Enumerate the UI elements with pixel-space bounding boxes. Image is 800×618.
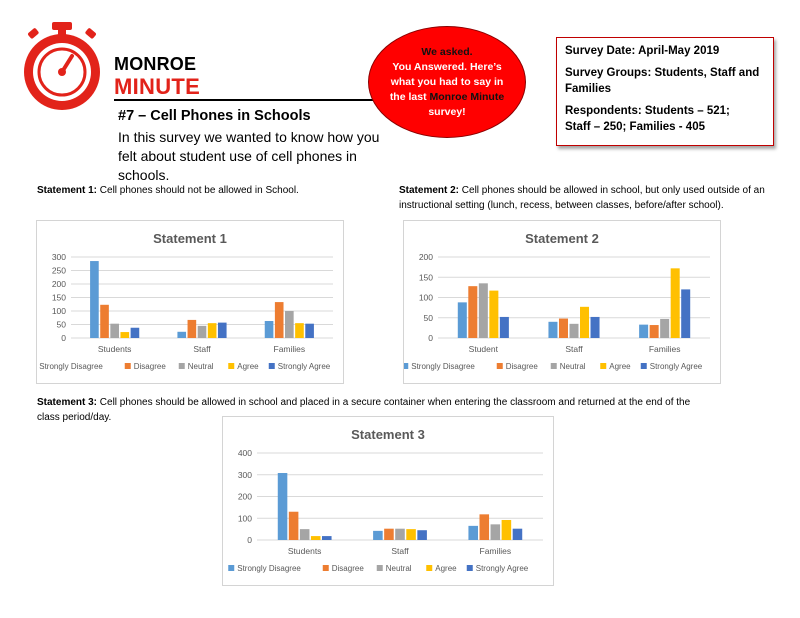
y-tick-label: 100 (237, 513, 252, 524)
bar-agree (406, 529, 416, 540)
bar-disagree (275, 302, 284, 338)
x-category-label: Student (468, 344, 498, 354)
bar-neutral (569, 324, 578, 338)
legend-label: Neutral (385, 564, 412, 573)
y-tick-label: 300 (237, 469, 252, 480)
y-tick-label: 300 (51, 252, 66, 262)
bar-neutral (300, 529, 310, 540)
bubble-text (384, 45, 510, 120)
legend-label: Disagree (505, 362, 538, 371)
legend-label: Strongly Agree (649, 362, 703, 371)
bar-strongly-disagree (177, 332, 186, 338)
legend-swatch (269, 363, 275, 369)
bar-agree (502, 520, 512, 540)
speech-bubble (368, 26, 526, 138)
chart-title: Statement 2 (525, 231, 599, 246)
x-category-label: Staff (565, 344, 583, 354)
bar-strongly-agree (218, 323, 227, 338)
legend-swatch (377, 565, 383, 571)
bar-strongly-agree (417, 530, 427, 540)
x-category-label: Students (287, 546, 322, 556)
bar-agree (489, 291, 498, 338)
y-tick-label: 400 (237, 448, 252, 458)
legend-swatch (426, 565, 432, 571)
bar-disagree (468, 286, 477, 338)
bar-strongly-disagree (458, 302, 467, 338)
statement-3-label: Statement 3: (37, 397, 98, 408)
legend-swatch (641, 363, 647, 369)
y-tick-label: 200 (418, 252, 433, 262)
statement-1-body: Cell phones should not be allowed in School. (97, 185, 299, 196)
bar-strongly-agree (513, 529, 523, 540)
brand-name-minute: MINUTE (114, 74, 201, 99)
y-tick-label: 150 (418, 272, 433, 283)
chart-svg (37, 221, 343, 383)
chart-title: Statement 1 (153, 231, 227, 246)
x-category-label: Staff (193, 344, 211, 354)
bar-disagree (650, 325, 659, 338)
statement-2-body: Cell phones should be allowed in school, but only used outside of an instructional setting (lunch, recess, between classes, before/after school). (399, 185, 765, 211)
bar-neutral (110, 324, 119, 338)
legend-swatch (228, 363, 234, 369)
legend-swatch (467, 565, 473, 571)
chart-legend (37, 362, 331, 371)
legend-swatch (404, 363, 408, 369)
statement-1-text (37, 183, 377, 198)
bubble-line3: survey! (428, 105, 466, 118)
y-tick-label: 50 (423, 312, 433, 323)
legend-swatch (125, 363, 131, 369)
bar-agree (295, 323, 304, 338)
bar-strongly-agree (591, 317, 600, 338)
y-tick-label: 0 (61, 333, 66, 343)
bar-strongly-agree (681, 289, 690, 338)
legend-label: Neutral (559, 362, 586, 371)
statement-2-text (399, 183, 779, 213)
statement-2-label: Statement 2: (399, 185, 460, 196)
bar-strongly-disagree (639, 325, 648, 338)
bar-agree (208, 323, 217, 338)
survey-groups: Survey Groups: Students, Staff and Families (565, 67, 760, 95)
legend-swatch (228, 565, 234, 571)
issue-title: #7 – Cell Phones in Schools (118, 108, 311, 124)
x-category-label: Families (273, 344, 306, 354)
header-divider (114, 99, 414, 101)
y-tick-label: 50 (56, 319, 66, 330)
bubble-line2: You Answered. Here’s what you had to say in the last (389, 60, 504, 103)
legend-swatch (551, 363, 557, 369)
bar-disagree (188, 320, 197, 338)
legend-swatch (497, 363, 503, 369)
survey-date: Survey Date: April-May 2019 (565, 45, 720, 57)
brand-name-monroe: MONROE (114, 54, 197, 74)
chart-legend (404, 362, 703, 371)
stopwatch-logo-icon (14, 20, 110, 112)
bar-strongly-agree (131, 328, 140, 338)
statement-3-chart (222, 416, 554, 586)
y-tick-label: 0 (428, 333, 433, 343)
bar-strongly-agree (500, 317, 509, 338)
x-category-label: Families (479, 546, 512, 556)
y-tick-label: 200 (51, 279, 66, 289)
legend-label: Strongly Agree (277, 362, 331, 371)
bar-agree (120, 332, 129, 338)
legend-label: Strongly Disagree (411, 362, 475, 371)
legend-label: Agree (609, 362, 631, 371)
bar-agree (671, 268, 680, 338)
bubble-line1: We asked. (421, 45, 473, 58)
statement-2-chart (403, 220, 721, 384)
x-category-label: Students (97, 344, 132, 354)
statement-3-body: Cell phones should be allowed in school and placed in a secure container when entering the classroom and returned at the end of the class period/day. (37, 397, 691, 423)
legend-label: Agree (237, 362, 259, 371)
x-category-label: Families (648, 344, 681, 354)
bar-neutral (479, 283, 488, 338)
bar-disagree (479, 514, 489, 540)
respondents-line1: Respondents: Students – 521; (565, 105, 730, 117)
statement-1-chart (36, 220, 344, 384)
legend-label: Strongly Agree (475, 564, 529, 573)
y-tick-label: 0 (247, 535, 252, 545)
bar-disagree (384, 529, 394, 540)
bar-strongly-disagree (548, 322, 557, 338)
bar-strongly-disagree (90, 261, 99, 338)
y-tick-label: 250 (51, 265, 66, 276)
legend-label: Neutral (187, 362, 214, 371)
bar-neutral (491, 524, 501, 540)
y-tick-label: 100 (418, 292, 433, 303)
bar-disagree (559, 319, 568, 338)
y-tick-label: 100 (51, 306, 66, 316)
survey-info-box (556, 37, 774, 146)
y-tick-label: 150 (51, 292, 66, 303)
bar-agree (580, 307, 589, 338)
bar-strongly-agree (322, 536, 332, 540)
bar-strongly-disagree (373, 531, 383, 540)
intro-text: In this survey we wanted to know how you felt about student use of cell phones in schools. (118, 129, 380, 183)
bar-strongly-disagree (278, 473, 288, 540)
bar-agree (311, 536, 321, 540)
bar-strongly-agree (305, 324, 314, 338)
bar-neutral (285, 311, 294, 338)
legend-label: Strongly Disagree (237, 564, 301, 573)
legend-swatch (323, 565, 329, 571)
y-tick-label: 200 (237, 491, 252, 502)
chart-svg (223, 417, 553, 585)
chart-legend (228, 564, 529, 573)
legend-swatch (179, 363, 185, 369)
bar-neutral (198, 326, 207, 338)
statement-1-label: Statement 1: (37, 185, 98, 196)
bar-neutral (395, 529, 405, 540)
bar-neutral (660, 319, 669, 338)
legend-label: Agree (435, 564, 457, 573)
respondents-line2: Staff – 250; Families - 405 (565, 121, 705, 133)
bubble-highlight: Monroe Minute (429, 90, 505, 103)
x-category-label: Staff (391, 546, 409, 556)
bar-strongly-disagree (468, 526, 478, 540)
legend-swatch (600, 363, 606, 369)
legend-label: Disagree (331, 564, 364, 573)
legend-label: Disagree (133, 362, 166, 371)
legend-label: Strongly Disagree (39, 362, 103, 371)
bar-disagree (100, 305, 109, 338)
chart-svg (404, 221, 720, 383)
chart-title: Statement 3 (351, 427, 425, 442)
bar-strongly-disagree (265, 321, 274, 338)
bar-disagree (289, 512, 299, 540)
